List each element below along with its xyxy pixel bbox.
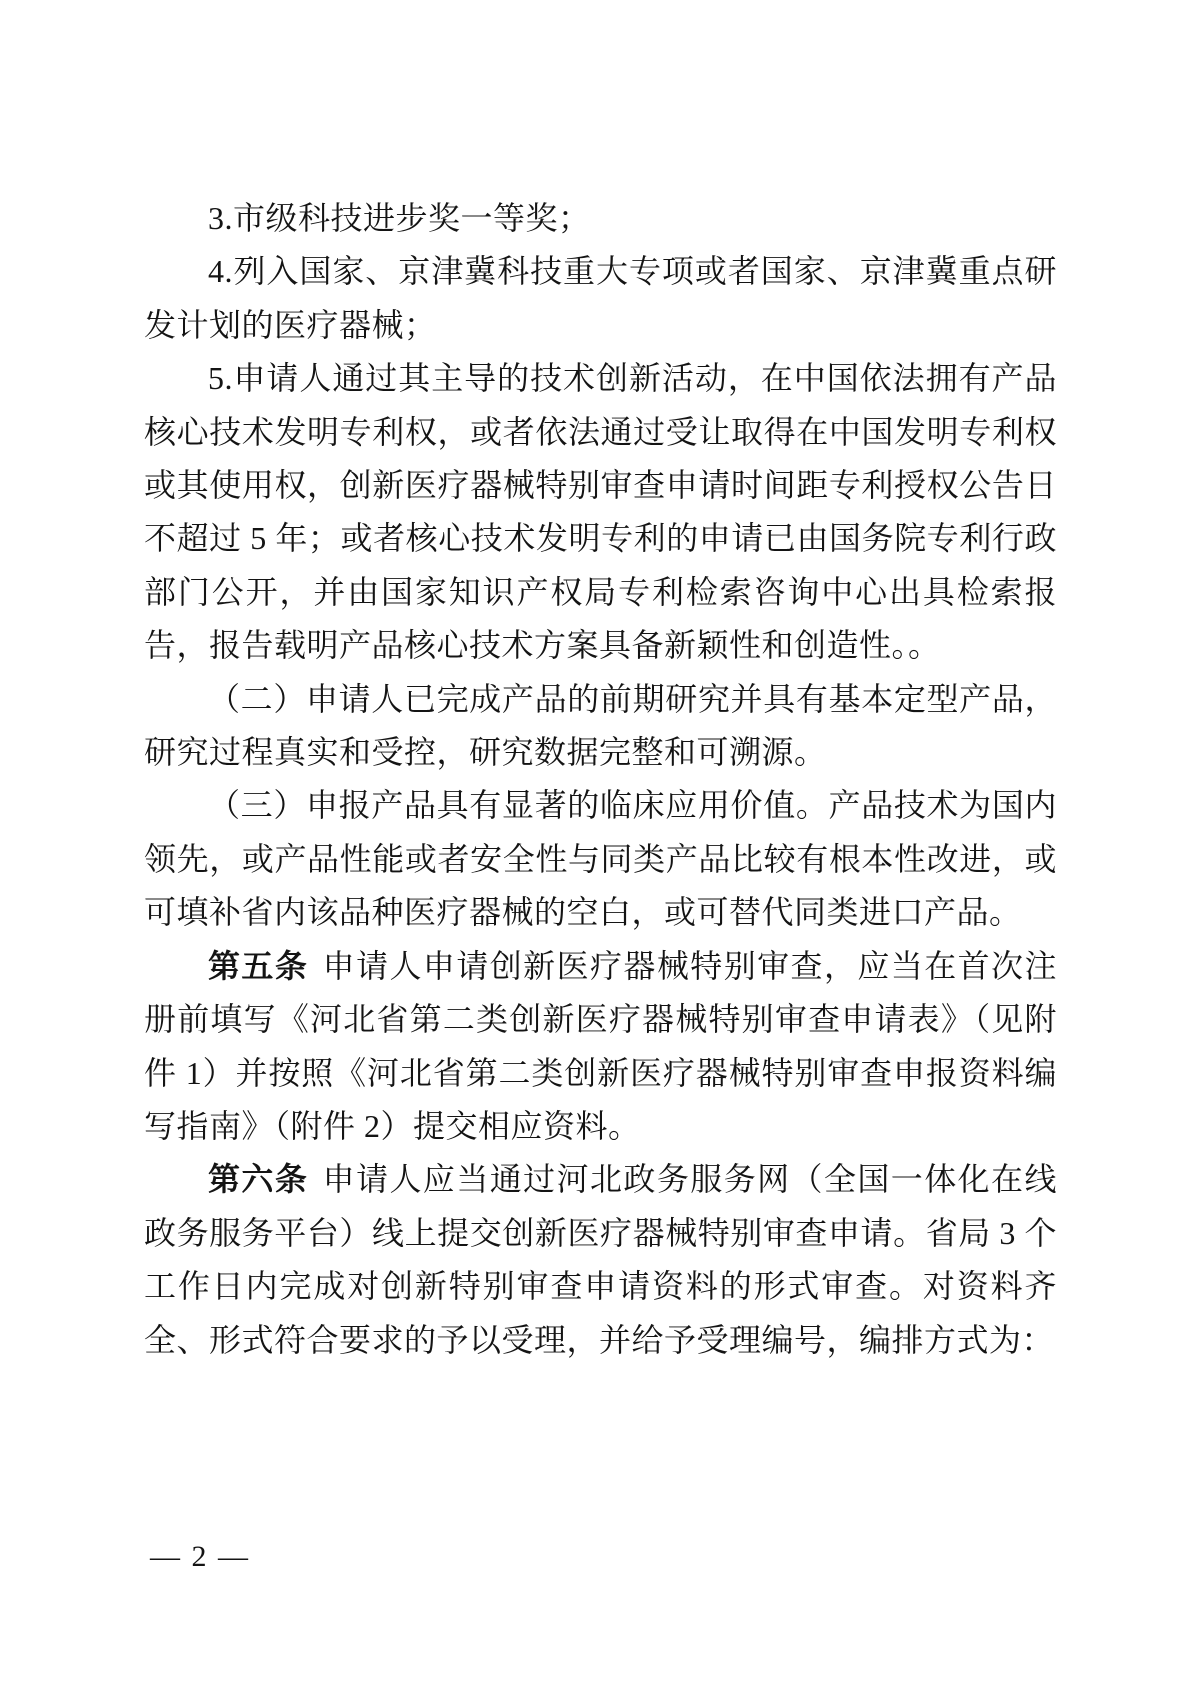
paragraph-clause-3: （三）申报产品具有显著的临床应用价值。产品技术为国内领先，或产品性能或者安全性与同类产品比较有根本性改进，或可填补省内该品种医疗器械的空白，或可替代同类进口产品。 [144,787,1057,931]
article-5-heading: 第五条 [208,947,309,984]
paragraph-item-3: 3.市级科技进步奖一等奖； [208,200,591,236]
article-5-text: 申请人申请创新医疗器械特别审查，应当在首次注册前填写《河北省第二类创新医疗器械特别审查申请表》（见附件 1）并按照《河北省第二类创新医疗器械特别审查申报资料编写指南》（附件 2）提交相应资料。 [144,947,1057,1144]
paragraph-item-5: 5.申请人通过其主导的技术创新活动，在中国依法拥有产品核心技术发明专利权，或者依法通过受让取得在中国发明专利权或其使用权，创新医疗器械特别审查申请时间距专利授权公告日不超过 5 年；或者核心技术发明专利的申请已由国务院专利行政部门公开，并由国家知识产权局专利检索咨询中心出具检索报告，报告载明产品核心技术方案具备新颖性和创造性。。 [144,360,1057,664]
document-body [144,192,1057,1367]
paragraph-item-4: 4.列入国家、京津冀科技重大专项或者国家、京津冀重点研发计划的医疗器械； [144,253,1057,343]
paragraph-article-6 [144,1153,1057,1367]
paragraph-article-5 [144,940,1057,1154]
page-number: — 2 — [150,1540,250,1573]
article-6-heading: 第六条 [208,1161,309,1198]
paragraph-clause-2: （二）申请人已完成产品的前期研究并具有基本定型产品，研究过程真实和受控，研究数据完整和可溯源。 [144,680,1057,771]
article-6-text: 申请人应当通过河北政务服务网（全国一体化在线政务服务平台）线上提交创新医疗器械特别审查申请。省局 3 个工作日内完成对创新特别审查申请资料的形式审查。对资料齐全、形式符合要求的予以受理，并给予受理编号，编排方式为： [144,1161,1057,1358]
